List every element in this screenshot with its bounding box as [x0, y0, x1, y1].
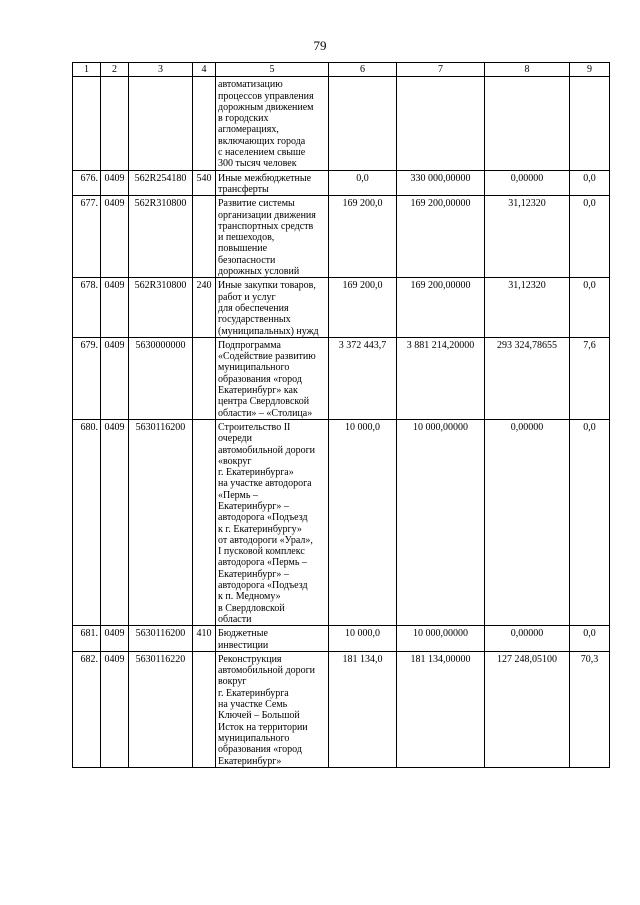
approved-amount: 10 000,00000: [397, 419, 485, 625]
approved-amount: 169 200,00000: [397, 196, 485, 278]
plan-amount: 169 200,0: [329, 278, 397, 337]
item-name: Иные закупки товаров, работ и услуг для обеспечения государственных (муниципальных) нужд: [216, 278, 329, 337]
executed-amount: 0,00000: [485, 626, 570, 652]
expense-type-code: [193, 77, 216, 170]
execution-percent: 70,3: [570, 651, 610, 767]
target-article-code: 5630116200: [129, 626, 193, 652]
target-article-code: 5630000000: [129, 337, 193, 419]
plan-amount: 3 372 443,7: [329, 337, 397, 419]
approved-amount: [397, 77, 485, 170]
execution-percent: 0,0: [570, 626, 610, 652]
item-name: Реконструкция автомобильной дороги вокруг г. Екатеринбурга на участке Семь Ключей – Большой Исток на территории муниципального образования «город Екатеринбург»: [216, 651, 329, 767]
table-row: [73, 337, 610, 419]
table-row: [73, 626, 610, 652]
section-code: 0409: [101, 278, 129, 337]
row-number: 682.: [73, 651, 101, 767]
expense-type-code: [193, 419, 216, 625]
section-code: [101, 77, 129, 170]
row-number: 679.: [73, 337, 101, 419]
expense-type-code: 540: [193, 170, 216, 196]
executed-amount: 293 324,78655: [485, 337, 570, 419]
item-name: Подпрограмма «Содействие развитию муниципального образования «город Екатеринбург» как центра Свердловской области» – «Столица»: [216, 337, 329, 419]
page-number: 79: [313, 38, 327, 53]
item-name: Развитие системы организации движения транспортных средств и пешеходов, повышение безопасности дорожных условий: [216, 196, 329, 278]
execution-percent: 7,6: [570, 337, 610, 419]
header-cell: 6: [329, 63, 397, 77]
target-article-code: 5630116200: [129, 419, 193, 625]
expense-type-code: [193, 337, 216, 419]
execution-percent: 0,0: [570, 278, 610, 337]
row-number: 678.: [73, 278, 101, 337]
table-row: [73, 170, 610, 196]
target-article-code: 562R310800: [129, 278, 193, 337]
approved-amount: 3 881 214,20000: [397, 337, 485, 419]
header-cell: 7: [397, 63, 485, 77]
row-number: 681.: [73, 626, 101, 652]
executed-amount: 127 248,05100: [485, 651, 570, 767]
plan-amount: 10 000,0: [329, 419, 397, 625]
row-number: [73, 77, 101, 170]
executed-amount: 31,12320: [485, 196, 570, 278]
section-code: 0409: [101, 170, 129, 196]
approved-amount: 330 000,00000: [397, 170, 485, 196]
expense-type-code: 240: [193, 278, 216, 337]
target-article-code: 562R254180: [129, 170, 193, 196]
execution-percent: [570, 77, 610, 170]
row-number: 680.: [73, 419, 101, 625]
approved-amount: 169 200,00000: [397, 278, 485, 337]
executed-amount: [485, 77, 570, 170]
table-body: [73, 77, 610, 768]
table-row: [73, 651, 610, 767]
plan-amount: 10 000,0: [329, 626, 397, 652]
header-cell: 1: [73, 63, 101, 77]
section-code: 0409: [101, 651, 129, 767]
plan-amount: 0,0: [329, 170, 397, 196]
section-code: 0409: [101, 419, 129, 625]
header-cell: 9: [570, 63, 610, 77]
table-header-row: [73, 63, 610, 77]
executed-amount: 31,12320: [485, 278, 570, 337]
item-name: Иные межбюджетные трансферты: [216, 170, 329, 196]
table-row: [73, 77, 610, 170]
row-number: 677.: [73, 196, 101, 278]
item-name: Строительство II очереди автомобильной дороги «вокруг г. Екатеринбурга» на участке автодорога «Пермь – Екатеринбург» – автодорога «Подъезд к г. Екатеринбургу» от автодороги «Урал», I пусковой комплекс автодорога «Пермь – Екатеринбург» – автодорога «Подъезд к п. Медному» в Свердловской области: [216, 419, 329, 625]
executed-amount: 0,00000: [485, 419, 570, 625]
row-number: 676.: [73, 170, 101, 196]
target-article-code: 562R310800: [129, 196, 193, 278]
execution-percent: 0,0: [570, 419, 610, 625]
approved-amount: 181 134,00000: [397, 651, 485, 767]
table-row: [73, 278, 610, 337]
plan-amount: 181 134,0: [329, 651, 397, 767]
item-name: автоматизацию процессов управления дорожным движением в городских агломерациях, включающих города с населением свыше 300 тысяч человек: [216, 77, 329, 170]
header-cell: 3: [129, 63, 193, 77]
plan-amount: 169 200,0: [329, 196, 397, 278]
executed-amount: 0,00000: [485, 170, 570, 196]
header-cell: 5: [216, 63, 329, 77]
section-code: 0409: [101, 196, 129, 278]
approved-amount: 10 000,00000: [397, 626, 485, 652]
section-code: 0409: [101, 626, 129, 652]
item-name: Бюджетные инвестиции: [216, 626, 329, 652]
target-article-code: 5630116220: [129, 651, 193, 767]
header-cell: 8: [485, 63, 570, 77]
expense-type-code: 410: [193, 626, 216, 652]
execution-percent: 0,0: [570, 196, 610, 278]
budget-table: [72, 62, 610, 768]
table-row: [73, 196, 610, 278]
header-cell: 2: [101, 63, 129, 77]
expense-type-code: [193, 196, 216, 278]
header-cell: 4: [193, 63, 216, 77]
target-article-code: [129, 77, 193, 170]
execution-percent: 0,0: [570, 170, 610, 196]
plan-amount: [329, 77, 397, 170]
expense-type-code: [193, 651, 216, 767]
section-code: 0409: [101, 337, 129, 419]
table-row: [73, 419, 610, 625]
